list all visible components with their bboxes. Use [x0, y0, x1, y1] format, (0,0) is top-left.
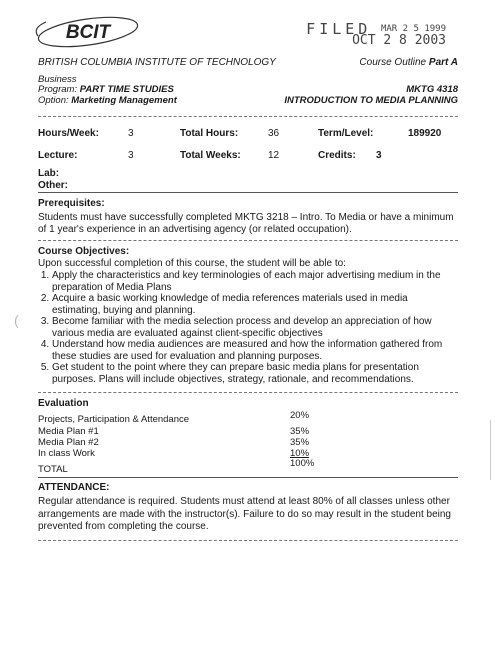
evaluation-total-value: 100%	[290, 458, 315, 469]
term-level-value: 189920	[408, 128, 442, 139]
credits-value: 3	[376, 150, 382, 161]
evaluation-row	[38, 437, 338, 448]
evaluation-total-row	[38, 458, 338, 475]
evaluation-heading: Evaluation	[38, 398, 89, 409]
divider	[38, 477, 458, 478]
outline-part: Part A	[428, 57, 458, 68]
objective-item: 5. Get student to the point where they can prepare basic media plans for presentation purposes. Plans will include objectives, strategy, rationale, and recommendations.	[52, 362, 458, 385]
objectives-intro: Upon successful completion of this course, the student will be able to:	[38, 258, 346, 269]
option-line	[38, 95, 177, 106]
objective-item: 2. Acquire a basic working knowledge of media references materials used in media estimating, buying and planning.	[52, 293, 458, 316]
evaluation-label: Projects, Participation & Attendance	[38, 414, 190, 425]
bcit-logo	[28, 14, 146, 50]
lecture-label: Lecture:	[38, 150, 78, 161]
evaluation-total-label: TOTAL	[38, 464, 68, 475]
divider	[38, 392, 458, 393]
divider	[38, 192, 458, 193]
objective-item: 1. Apply the characteristics and key terminologies of each major advertising medium in the preparation of Media Plans	[52, 270, 458, 293]
scan-edge	[490, 420, 491, 480]
course-code: MKTG 4318	[406, 84, 458, 95]
total-hours-label: Total Hours:	[180, 128, 239, 139]
evaluation-value: 10%	[290, 448, 310, 459]
evaluation-row	[38, 410, 338, 425]
total-hours-value: 36	[268, 128, 280, 139]
course-title: INTRODUCTION TO MEDIA PLANNING	[284, 95, 458, 106]
option-label: Option:	[38, 95, 69, 106]
divider	[38, 540, 458, 541]
objectives-list	[38, 270, 458, 385]
logo-text: BCIT	[65, 22, 111, 43]
evaluation-value: 35%	[290, 426, 310, 437]
program-value: PART TIME STUDIES	[79, 84, 174, 95]
institute-name: BRITISH COLUMBIA INSTITUTE OF TECHNOLOGY	[38, 57, 276, 68]
credits-label: Credits:	[318, 150, 356, 161]
course-outline-label	[359, 57, 458, 68]
margin-mark: (	[14, 312, 19, 328]
evaluation-value: 35%	[290, 437, 310, 448]
outline-label: Course Outline	[359, 57, 427, 68]
objective-item: 4. Understand how media audiences are measured and how the information gathered from these studies are used for evaluation and planning purposes.	[52, 339, 458, 362]
stamp-date-2: OCT 2 8 2003	[352, 33, 446, 48]
divider	[38, 116, 458, 117]
hours-week-value: 3	[128, 128, 134, 139]
program-line	[38, 84, 174, 95]
stamp-filed: FILED	[306, 20, 372, 38]
term-level-label: Term/Level:	[318, 128, 374, 139]
attendance-text: Regular attendance is required. Students must attend at least 80% of all classes unless other arrangements are made with the instructor(s). Failure to do so may result in the student being prevented from completing the course.	[38, 496, 451, 532]
lecture-value: 3	[128, 150, 134, 161]
hours-week-label: Hours/Week:	[38, 128, 99, 139]
stamp-date-1: MAR 2 5 1999	[380, 24, 446, 34]
prerequisites-heading: Prerequisites:	[38, 198, 105, 209]
lab-label: Lab:	[38, 168, 60, 179]
objectives-heading: Course Objectives:	[38, 246, 130, 257]
objective-item: 3. Become familiar with the media selection process and develop an appreciation of how various media are evaluated against client-specific objectives	[52, 316, 458, 339]
divider	[38, 240, 458, 241]
evaluation-label: Media Plan #2	[38, 437, 99, 448]
total-weeks-label: Total Weeks:	[180, 150, 241, 161]
evaluation-value: 20%	[290, 410, 310, 421]
option-value: Marketing Management	[71, 95, 177, 106]
total-weeks-value: 12	[268, 150, 280, 161]
school-name: Business	[38, 74, 77, 85]
evaluation-row	[38, 426, 338, 437]
filed-stamp	[306, 22, 446, 48]
prerequisites-text: Students must have successfully completed MKTG 3218 – Intro. To Media or have a minimum of 1 year's experience in an advertising agency (or related occupation).	[38, 212, 454, 235]
other-label: Other:	[38, 180, 68, 191]
evaluation-label: In class Work	[38, 448, 95, 459]
evaluation-label: Media Plan #1	[38, 426, 99, 437]
program-label: Program:	[38, 84, 78, 95]
attendance-heading: ATTENDANCE:	[38, 482, 110, 493]
